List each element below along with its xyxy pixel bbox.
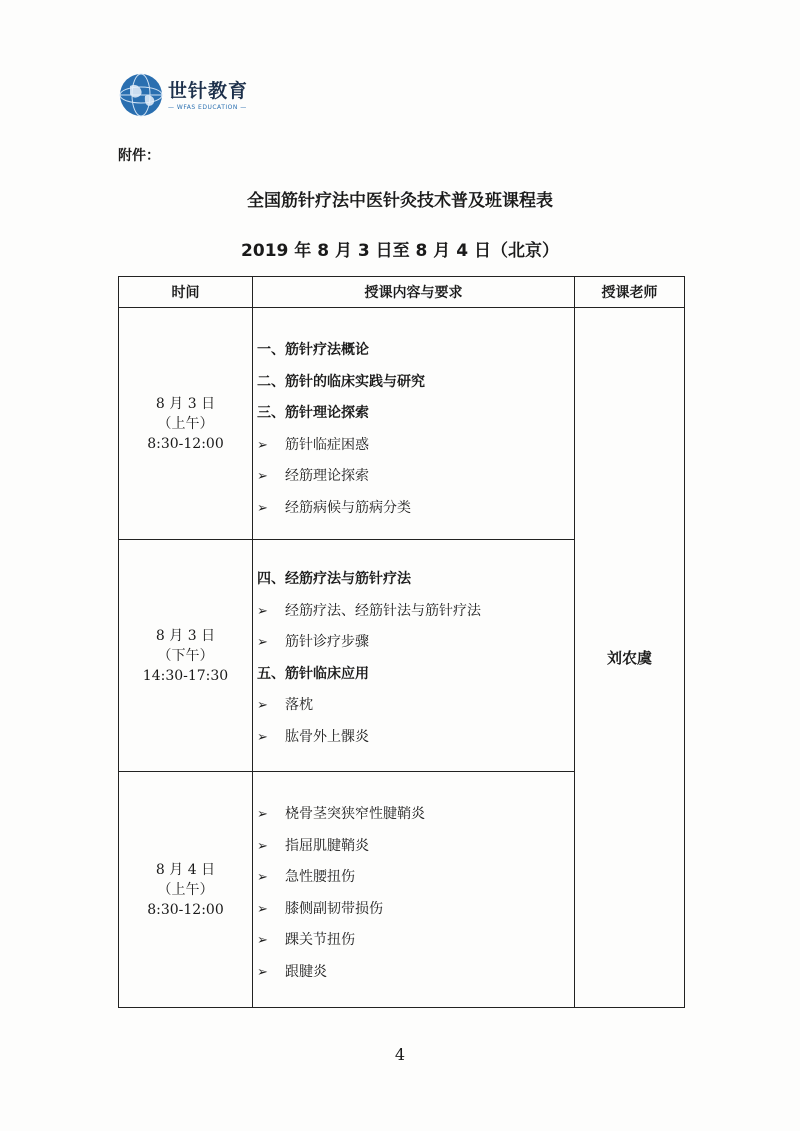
list-item (253, 722, 574, 754)
line-text: 经筋疗法、经筋针法与筋针疗法 (285, 602, 481, 619)
line-text: 经筋病候与筋病分类 (285, 499, 411, 516)
list-item (253, 957, 574, 989)
schedule-table (118, 276, 685, 1008)
page-subtitle: 2019 年 8 月 3 日至 8 月 4 日（北京） (241, 241, 559, 261)
arrow-bullet-icon: ➢ (257, 901, 268, 917)
page-title: 全国筋针疗法中医针灸技术普及班课程表 (247, 191, 553, 211)
line-text: 膝侧副韧带损伤 (285, 900, 383, 917)
section-heading (253, 398, 574, 430)
line-text: 踝关节扭伤 (285, 932, 355, 948)
session-content-cell (253, 772, 575, 1008)
session-hours: 8:30-12:00 (147, 901, 224, 918)
section-heading (253, 335, 574, 367)
session-date: 8 月 3 日 (155, 395, 216, 412)
list-item (253, 690, 574, 722)
list-item (253, 862, 574, 894)
line-text: 四、经筋疗法与筋针疗法 (257, 571, 411, 587)
session-content-cell (253, 308, 575, 540)
arrow-bullet-icon: ➢ (257, 469, 268, 484)
session-time-cell (119, 540, 253, 772)
table-row (119, 308, 685, 540)
section-heading (253, 367, 574, 399)
line-text: 落枕 (285, 697, 313, 713)
session-hours: 14:30-17:30 (142, 667, 229, 684)
list-item (253, 493, 574, 525)
arrow-bullet-icon: ➢ (257, 437, 268, 453)
line-text: 经筋理论探索 (285, 468, 369, 484)
list-item (253, 894, 574, 926)
list-item (253, 925, 574, 957)
arrow-bullet-icon: ➢ (257, 603, 268, 619)
teacher-cell (575, 308, 685, 1008)
arrow-bullet-icon: ➢ (257, 964, 268, 980)
line-text: 桡骨茎突狭窄性腱鞘炎 (285, 806, 425, 822)
session-hours: 8:30-12:00 (147, 435, 224, 452)
list-item (253, 831, 574, 863)
arrow-bullet-icon: ➢ (257, 729, 268, 745)
section-heading (253, 659, 574, 691)
line-text: 筋针临症困惑 (285, 436, 369, 453)
attachment-label: 附件： (118, 148, 160, 164)
globe-logo-icon (118, 72, 164, 118)
session-time-cell (119, 772, 253, 1008)
list-item (253, 627, 574, 659)
session-date: 8 月 4 日 (155, 861, 216, 878)
list-item (253, 461, 574, 493)
session-time-cell (119, 308, 253, 540)
table-header-row (119, 277, 685, 308)
header-time: 时间 (119, 277, 253, 308)
list-item (253, 430, 574, 462)
arrow-bullet-icon: ➢ (257, 500, 268, 516)
line-text: 二、筋针的临床实践与研究 (257, 373, 425, 390)
list-item (253, 799, 574, 831)
line-text: 五、筋针临床应用 (257, 665, 369, 682)
session-period: （上午） (157, 881, 214, 898)
logo-brand-subtext: — WFAS EDUCATION — (168, 104, 247, 111)
logo-brand-text: 世针教育 (168, 80, 249, 102)
list-item (253, 596, 574, 628)
page-number: 4 (394, 1045, 406, 1064)
line-text: 肱骨外上髁炎 (285, 728, 369, 745)
arrow-bullet-icon: ➢ (257, 870, 268, 885)
arrow-bullet-icon: ➢ (257, 933, 268, 948)
line-text: 一、筋针疗法概论 (257, 342, 369, 358)
session-date: 8 月 3 日 (155, 627, 216, 644)
line-text: 跟腱炎 (285, 963, 327, 980)
header-content: 授课内容与要求 (253, 277, 575, 308)
line-text: 筋针诊疗步骤 (285, 634, 369, 650)
header-teacher: 授课老师 (575, 277, 685, 308)
arrow-bullet-icon: ➢ (257, 635, 268, 650)
line-text: 急性腰扭伤 (285, 869, 355, 885)
session-period: （下午） (157, 647, 214, 664)
session-content-cell (253, 540, 575, 772)
arrow-bullet-icon: ➢ (257, 698, 268, 713)
arrow-bullet-icon: ➢ (257, 807, 268, 822)
line-text: 指屈肌腱鞘炎 (285, 837, 369, 854)
logo (118, 70, 278, 120)
teacher-name: 刘农虞 (606, 649, 652, 667)
session-period: （上午） (157, 415, 214, 432)
arrow-bullet-icon: ➢ (257, 838, 268, 854)
section-heading (253, 564, 574, 596)
line-text: 三、筋针理论探索 (257, 405, 369, 421)
